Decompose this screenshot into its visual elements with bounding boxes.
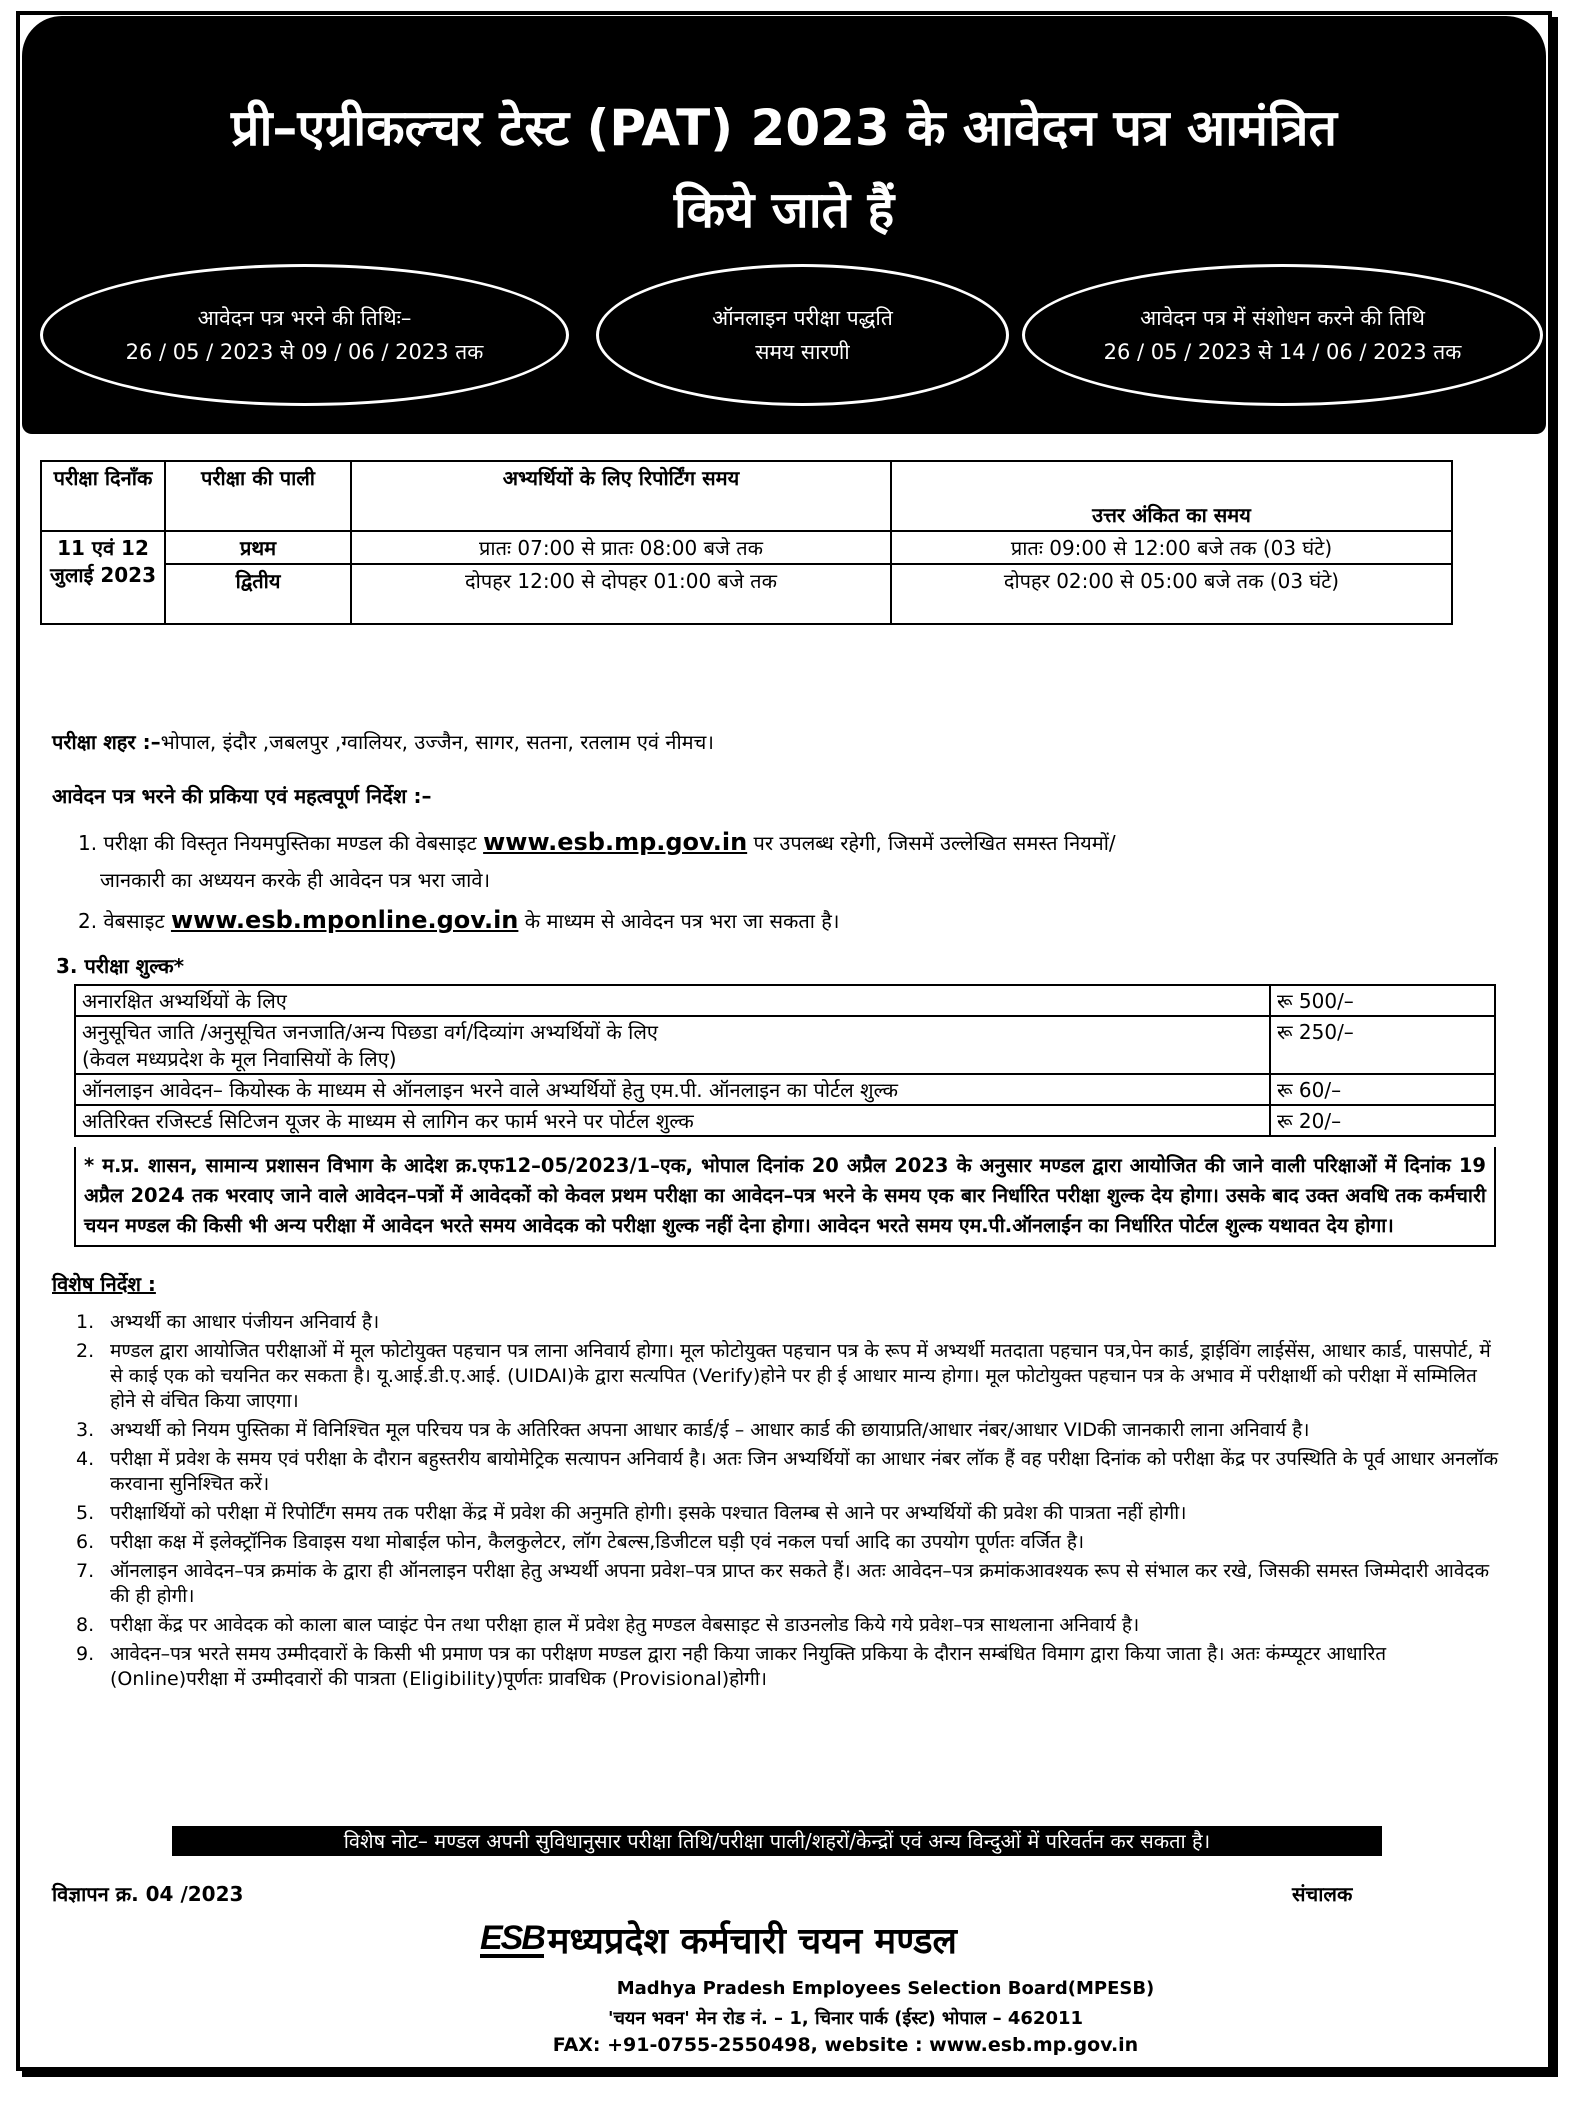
shift: द्वितीय (165, 564, 351, 624)
text: 1. परीक्षा की विस्तृत नियमपुस्तिका मण्डल की वेबसाइट (78, 831, 484, 855)
process-heading: आवेदन पत्र भरने की प्रकिया एवं महत्वपूर्ण निर्देश :– (52, 784, 432, 808)
org-name-english: Madhya Pradesh Employees Selection Board(MPESB) (616, 1978, 1155, 1999)
instructions-list (60, 1310, 1500, 1696)
num: 3. (76, 1419, 95, 1441)
num: 9. (76, 1643, 95, 1665)
mponline-link[interactable]: www.esb.mponline.gov.in (170, 906, 519, 934)
process-item-1-cont: जानकारी का अध्ययन करके ही आवेदन पत्र भरा जावे। (100, 868, 491, 892)
text: 2. वेबसाइट (78, 909, 171, 933)
num: 1. (76, 1311, 95, 1333)
num: 6. (76, 1531, 95, 1553)
oval-value: समय सारणी (755, 340, 850, 364)
page-title: प्री–एग्रीकल्चर टेस्ट (PAT) 2023 के आवेदन पत्र आमंत्रित (231, 99, 1337, 157)
text: अनुसूचित जाति /अनुसूचित जनजाति/अन्य पिछडा वर्ग/दिव्यांग अभ्यर्थियों के लिए (82, 1020, 658, 1044)
fee-amount: रू 250/– (1270, 1016, 1495, 1074)
text: के माध्यम से आवेदन पत्र भरा जा सकता है। (518, 909, 840, 933)
exam-cities (52, 728, 714, 755)
signatory: संचालक (1292, 1882, 1353, 1906)
application-dates-oval (40, 264, 569, 406)
text: परीक्षा केंद्र पर आवेदक को काला बाल प्वाइंट पेन तथा परीक्षा हाल में प्रवेश हेतु मण्डल वेबसाइट से डाउनलोड किये गये प्रवेश–पत्र साथलाना अनिवार्य है। (110, 1614, 1140, 1636)
fee-desc: ऑनलाइन आवेदन– कियोस्क के माध्यम से ऑनलाइन भरने वाले अभ्यर्थियों हेतु एम.पी. ऑनलाइन का पोर्टल शुल्क (75, 1074, 1270, 1105)
col-header: परीक्षा की पाली (165, 461, 351, 531)
org-name-hindi: मध्यप्रदेश कर्मचारी चयन मण्डल (547, 1921, 957, 1962)
num: 4. (76, 1448, 95, 1470)
advertisement-number: विज्ञापन क्र. 04 /2023 (52, 1882, 244, 1906)
instructions-heading: विशेष निर्देश : (52, 1272, 156, 1296)
table-row (75, 1074, 1495, 1105)
esb-website-link[interactable]: www.esb.mp.gov.in (483, 828, 748, 856)
num: 5. (76, 1502, 95, 1524)
esb-logo: ESB (480, 1918, 544, 1957)
page-title-line2: किये जाते हैं (673, 181, 895, 239)
fee-note: * म.प्र. शासन, सामान्य प्रशासन विभाग के आदेश क्र.एफ12–05/2023/1–एक, भोपाल दिनांक 20 अप्रैल 2023 के अनुसार मण्डल द्वारा आयोजित की जाने वाली परिक्षाओं में दिनांक 19 अप्रैल 2024 तक भरवाए जाने वाले आवेदन–पत्रों में आवेदकों को केवल प्रथम परीक्षा का आवेदन–पत्र भरने के समय एक बार निर्धारित परीक्षा शुल्क देय होगा। उसके बाद उक्त अवधि तक कर्मचारी चयन मण्डल की किसी भी अन्य परीक्षा में आवेदन भरते समय आवेदक को परीक्षा शुल्क नहीं देना होगा। आवेदन भरते समय एम.पी.ऑनलाईन का निर्धारित पोर्टल शुल्क यथावत देय होगा। (74, 1147, 1496, 1247)
reporting-time: प्रातः 07:00 से प्रातः 08:00 बजे तक (351, 531, 891, 564)
text: परीक्षार्थियों को परीक्षा में रिपोर्टिंग समय तक परीक्षा केंद्र में प्रवेश की अनुमति होगी। इसके पश्चात विलम्ब से आने पर अभ्यर्थियों की प्रवेश की पात्रता नहीं होगी। (110, 1502, 1187, 1524)
fee-table (74, 984, 1496, 1137)
oval-value: 26 / 05 / 2023 से 14 / 06 / 2023 तक (1103, 340, 1462, 364)
text: मण्डल द्वारा आयोजित परीक्षाओं में मूल फोटोयुक्त पहचान पत्र लाना अनिवार्य होगा। मूल फोटोयुक्त पहचान पत्र के रूप में अभ्यर्थी मतदाता पहचान पत्र,पेन कार्ड, ड्राईविंग लाईसेंस, आधार कार्ड, पासपोर्ट, में से काई एक को चयनित कर सकता है। यू.आई.डी.ए.आई. (UIDAI)के द्वारा सत्यपित (Verify)होने पर ही ई आधार मान्य होगा। मूल फोटोयुक्त पहचान पत्र के अभाव में परीक्षार्थी को परीक्षा में सम्मिलित होने से वंचित किया जाएगा। (110, 1340, 1491, 1412)
text: अभ्यर्थी का आधार पंजीयन अनिवार्य है। (110, 1311, 380, 1333)
col-header: उत्तर अंकित का समय (891, 461, 1452, 531)
exam-mode-oval (596, 264, 1009, 406)
fee-desc (75, 1016, 1270, 1074)
fee-amount: रू 20/– (1270, 1105, 1495, 1136)
list-item (60, 1642, 1500, 1692)
col-header: परीक्षा दिनाँक (41, 461, 165, 531)
list-item (60, 1559, 1500, 1609)
table-row (75, 1105, 1495, 1136)
col-header: अभ्यर्थियों के लिए रिपोर्टिंग समय (351, 461, 891, 531)
text: ऑनलाइन आवेदन–पत्र क्रमांक के द्वारा ही ऑनलाइन परीक्षा हेतु अभ्यर्थी अपना प्रवेश–पत्र प्राप्त कर सकते हैं। अतः आवेदन–पत्र क्रमांकआवश्यक रूप से संभाल कर रखे, जिसकी समस्त जिम्मेदारी आवेदक की ही होगी। (110, 1560, 1490, 1607)
list-item (60, 1447, 1500, 1497)
table-row (75, 1016, 1495, 1074)
fee-desc: अतिरिक्त रजिस्टर्ड सिटिजन यूजर के माध्यम से लागिन कर फार्म भरने पर पोर्टल शुल्क (75, 1105, 1270, 1136)
correction-dates-oval (1022, 264, 1543, 406)
exam-schedule-table (40, 460, 1453, 625)
text: पर उपलब्ध रहेगी, जिसमें उल्लेखित समस्त नियमों/ (747, 831, 1116, 855)
list-item (60, 1530, 1500, 1555)
oval-label: आवेदन पत्र में संशोधन करने की तिथि (1140, 306, 1425, 330)
cities-value: भोपाल, इंदौर ,जबलपुर ,ग्वालियर, उज्जैन, सागर, सतना, रतलाम एवं नीमच। (160, 730, 714, 754)
shift: प्रथम (165, 531, 351, 564)
list-item (60, 1613, 1500, 1638)
special-note-bar: विशेष नोट– मण्डल अपनी सुविधानुसार परीक्षा तिथि/परीक्षा पाली/शहरों/केन्द्रों एवं अन्य विन्दुओं में परिवर्तन कर सकता है। (172, 1826, 1382, 1856)
num: 8. (76, 1614, 95, 1636)
fee-desc: अनारक्षित अभ्यर्थियों के लिए (75, 985, 1270, 1016)
process-item-2 (78, 906, 839, 934)
list-item (60, 1418, 1500, 1443)
exam-date: 11 एवं 12 जुलाई 2023 (41, 531, 165, 624)
fee-amount: रू 500/– (1270, 985, 1495, 1016)
text: परीक्षा कक्ष में इलेक्ट्रॉनिक डिवाइस यथा मोबाईल फोन, कैलकुलेटर, लॉग टेबल्स,डिजीटल घड़ी एवं नकल पर्चा आदि का उपयोग पूर्णतः वर्जित है। (110, 1531, 1085, 1553)
list-item (60, 1501, 1500, 1526)
answer-time: प्रातः 09:00 से 12:00 बजे तक (03 घंटे) (891, 531, 1452, 564)
table-row (41, 531, 1452, 564)
oval-value: 26 / 05 / 2023 से 09 / 06 / 2023 तक (125, 340, 484, 364)
list-item (60, 1339, 1500, 1414)
org-logo-line (480, 1915, 957, 1964)
oval-label: ऑनलाइन परीक्षा पद्धति (712, 306, 893, 330)
text: (केवल मध्यप्रदेश के मूल निवासियों के लिए) (82, 1047, 397, 1071)
num: 2. (76, 1340, 95, 1362)
header-banner (22, 16, 1546, 434)
process-item-1 (78, 828, 1116, 856)
org-contact: FAX: +91-0755-2550498, website : www.esb.mp.gov.in (552, 2034, 1139, 2056)
reporting-time: दोपहर 12:00 से दोपहर 01:00 बजे तक (351, 564, 891, 624)
table-row (75, 985, 1495, 1016)
org-address: 'चयन भवन' मेन रोड नं. – 1, चिनार पार्क (ईस्ट) भोपाल – 462011 (607, 2008, 1084, 2029)
text: आवेदन–पत्र भरते समय उम्मीदवारों के किसी भी प्रमाण पत्र का परीक्षण मण्डल द्वारा नही किया जाकर नियुक्ति प्रकिया के दौरान सम्बंधित विमाग द्वारा किया जाता है। अतः कंम्प्यूटर आधारित (Online)परीक्षा में उम्मीदवारों की पात्रता (Eligibility)पूर्णतः प्रावधिक (Provisional)होगी। (110, 1643, 1387, 1690)
num: 7. (76, 1560, 95, 1582)
oval-label: आवेदन पत्र भरने की तिथिः– (197, 306, 412, 330)
cities-label: परीक्षा शहर :– (52, 730, 161, 754)
fee-heading: 3. परीक्षा शुल्क* (56, 954, 185, 978)
list-item (60, 1310, 1500, 1335)
text: अभ्यर्थी को नियम पुस्तिका में विनिश्चित मूल परिचय पत्र के अतिरिक्त अपना आधार कार्ड/ई – आधार कार्ड की छायाप्रति/आधार नंबर/आधार VIDकी जानकारी लाना अनिवार्य है। (110, 1419, 1310, 1441)
text: परीक्षा में प्रवेश के समय एवं परीक्षा के दौरान बहुस्तरीय बायोमेट्रिक सत्यापन अनिवार्य है। अतः जिन अभ्यर्थियों का आधार नंबर लॉक हैं वह परीक्षा दिनांक को परीक्षा केंद्र पर उपस्थिति के पूर्व आधार अनलॉक करवाना सुनिश्चित करें। (110, 1448, 1499, 1495)
table-row (41, 564, 1452, 624)
answer-time: दोपहर 02:00 से 05:00 बजे तक (03 घंटे) (891, 564, 1452, 624)
fee-amount: रू 60/– (1270, 1074, 1495, 1105)
